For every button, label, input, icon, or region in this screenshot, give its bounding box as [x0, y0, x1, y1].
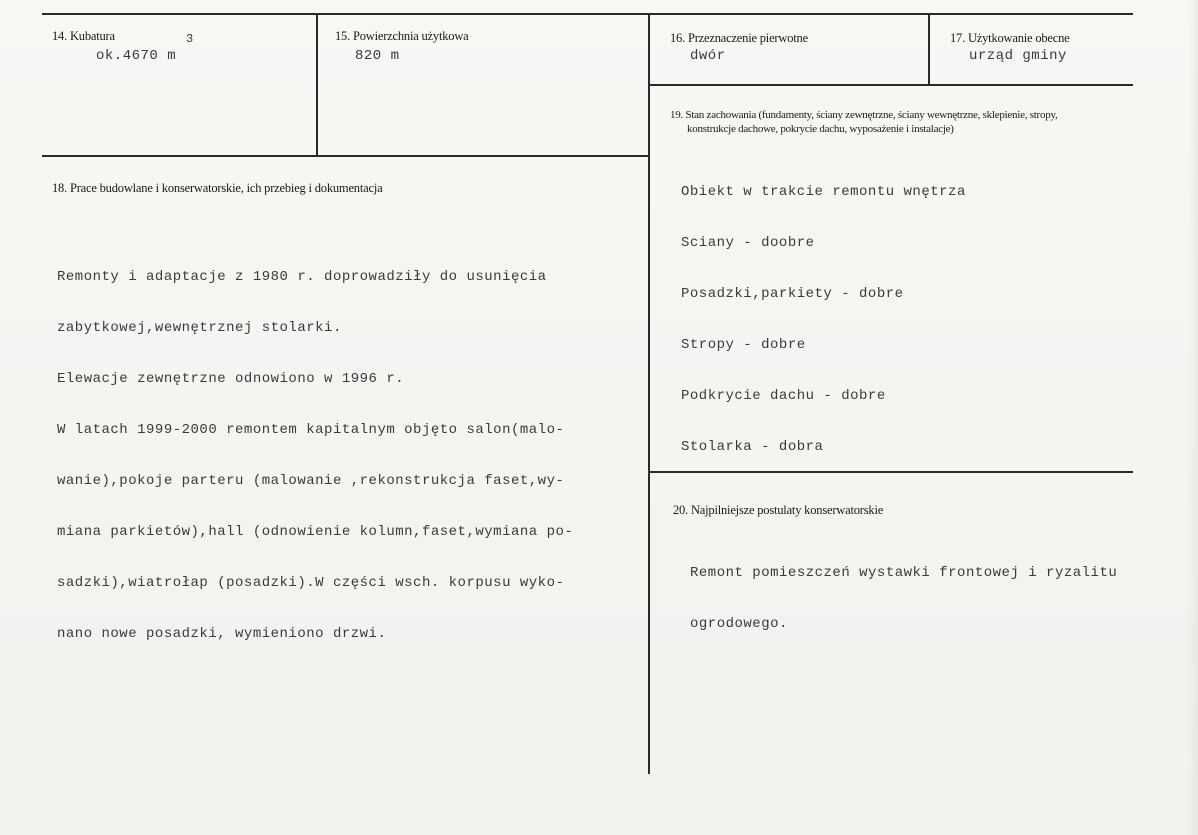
field-15-label: 15. Powierzchnia użytkowa [335, 29, 469, 43]
field-18-label: 18. Prace budowlane i konserwatorskie, ich przebieg i dokumentacja [52, 181, 383, 195]
field-18-line: Remonty i adaptacje z 1980 r. doprowadziły do usunięcia [57, 269, 547, 285]
field-18-line: Elewacje zewnętrzne odnowiono w 1996 r. [57, 371, 405, 387]
field-17-label: 17. Użytkowanie obecne [950, 31, 1070, 45]
rule-under-14-15 [42, 155, 649, 157]
field-18-line: zabytkowej,wewnętrznej stolarki. [57, 320, 342, 336]
field-19-text [681, 150, 966, 473]
card-edge-shadow [1188, 0, 1198, 835]
field-19-line: Stolarka - dobra [681, 439, 824, 455]
field-19-label-line2: konstrukcje dachowe, pokrycie dachu, wyposażenie i instalacje) [687, 123, 954, 135]
field-19-line: Podkrycie dachu - dobre [681, 388, 886, 404]
field-18-text [57, 235, 573, 660]
field-20-text [690, 531, 1117, 650]
divider-16-17 [928, 14, 930, 86]
field-14-label: 14. Kubatura [52, 29, 115, 43]
field-20-line: ogrodowego. [690, 616, 788, 632]
field-20-line: Remont pomieszczeń wystawki frontowej i ryzalitu [690, 565, 1118, 581]
field-18-line: sadzki),wiatrołap (posadzki).W części wsch. korpusu wyko- [57, 575, 565, 591]
rule-under-16-17 [649, 84, 1133, 86]
field-16-label: 16. Przeznaczenie pierwotne [670, 31, 808, 45]
top-rule [42, 13, 1133, 15]
field-19-line: Stropy - dobre [681, 337, 806, 353]
field-19-line: Sciany - doobre [681, 235, 815, 251]
center-divider [648, 14, 650, 774]
field-14-value: ok.4670 m [96, 48, 177, 64]
field-19-line: Posadzki,parkiety - dobre [681, 286, 904, 302]
field-19-label-line1: 19. Stan zachowania (fundamenty, ściany zewnętrzne, ściany wewnętrzne, sklepienie, stropy, [670, 109, 1058, 121]
field-15-value: 820 m [355, 48, 400, 64]
field-14-superscript: 3 [186, 32, 194, 46]
field-16-value: dwór [690, 48, 726, 64]
field-19-line: Obiekt w trakcie remontu wnętrza [681, 184, 966, 200]
field-18-line: wanie),pokoje parteru (malowanie ,rekonstrukcja faset,wy- [57, 473, 565, 489]
field-18-line: nano nowe posadzki, wymieniono drzwi. [57, 626, 387, 642]
field-18-line: W latach 1999-2000 remontem kapitalnym objęto salon(malo- [57, 422, 565, 438]
field-18-line: miana parkietów),hall (odnowienie kolumn,faset,wymiana po- [57, 524, 574, 540]
divider-14-15 [316, 14, 318, 157]
field-17-value: urząd gminy [969, 48, 1067, 64]
field-20-label: 20. Najpilniejsze postulaty konserwatorskie [673, 503, 884, 517]
